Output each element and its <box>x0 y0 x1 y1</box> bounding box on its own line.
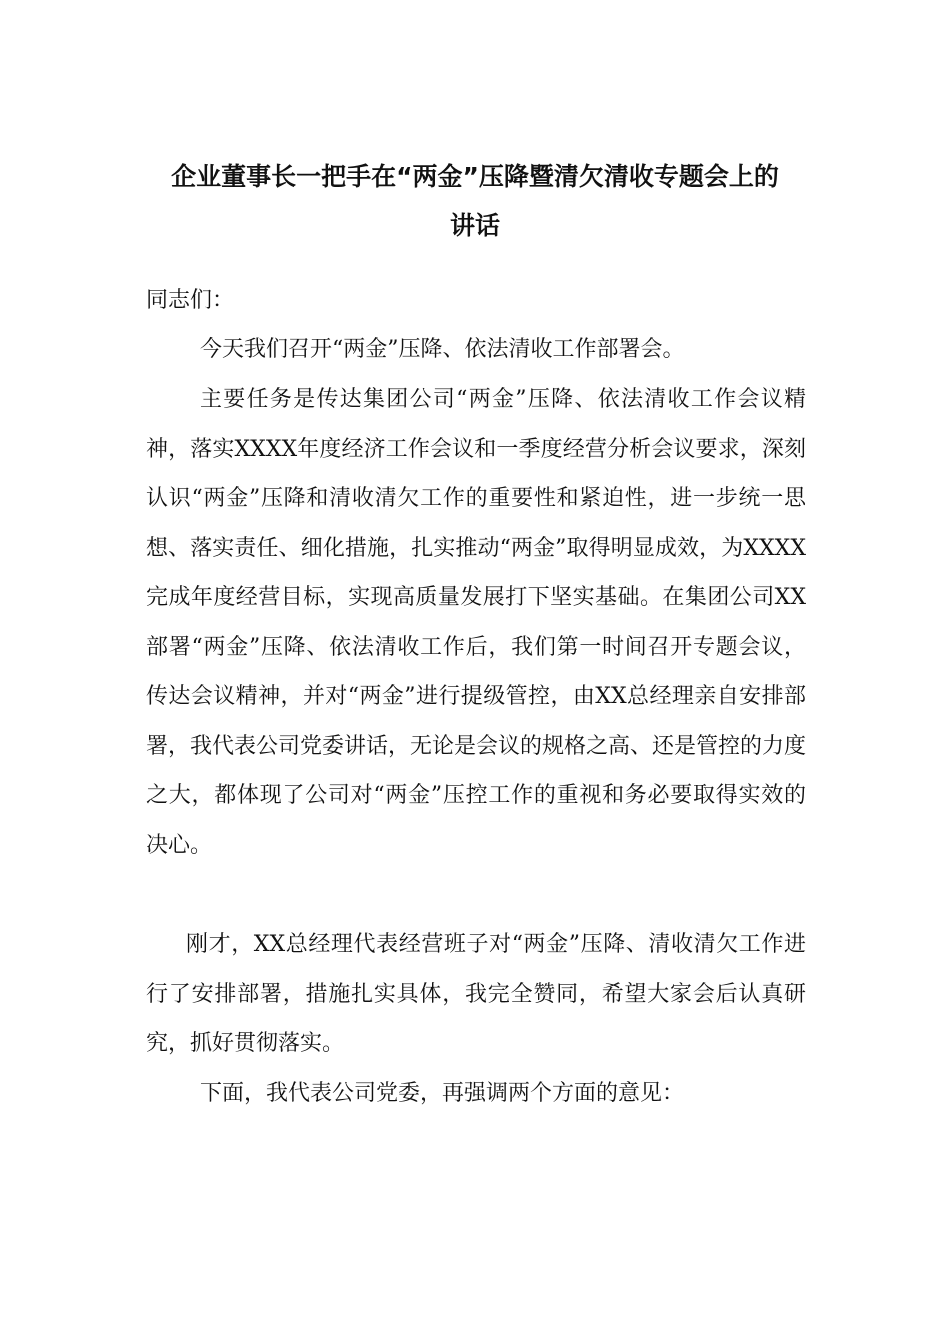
salutation: 同志们： <box>146 288 235 313</box>
document-title-line-2: 讲话 <box>449 211 500 240</box>
paragraph-opening: 今天我们召开“两金”压降、依法清收工作部署会。 <box>200 337 685 362</box>
paragraph-transition: 下面，我代表公司党委，再强调两个方面的意见： <box>200 1081 685 1106</box>
paragraph-main-tasks: 主要任务是传达集团公司“两金”压降、依法清收工作会议精神，落实XXXX年度经济工作会议和一季度经营分析会议要求，深刻认识“两金”压降和清收清欠工作的重要性和紧迫性，进一步统一思想、落实责任、细化措施，扎实推动“两金”取得明显成效，为XXXX完成年度经营目标，实现高质量发展打下坚实基础。在集团公司XX部署“两金”压降、依法清收工作后，我们第一时间召开专题会议，传达会议精神，并对“两金”进行提级管控，由XX总经理亲自安排部署，我代表公司党委讲话，无论是会议的规格之高、还是管控的力度之大，都体现了公司对“两金”压控工作的重视和务必要取得实效的决心。 <box>146 387 807 858</box>
paragraph-agreement: 刚才，XX总经理代表经营班子对“两金”压降、清收清欠工作进行了安排部署，措施扎实具体，我完全赞同，希望大家会后认真研究，抓好贯彻落实。 <box>146 932 806 1056</box>
document-title-line-1: 企业董事长一把手在“两金”压降暨清欠清收专题会上的 <box>171 162 779 191</box>
